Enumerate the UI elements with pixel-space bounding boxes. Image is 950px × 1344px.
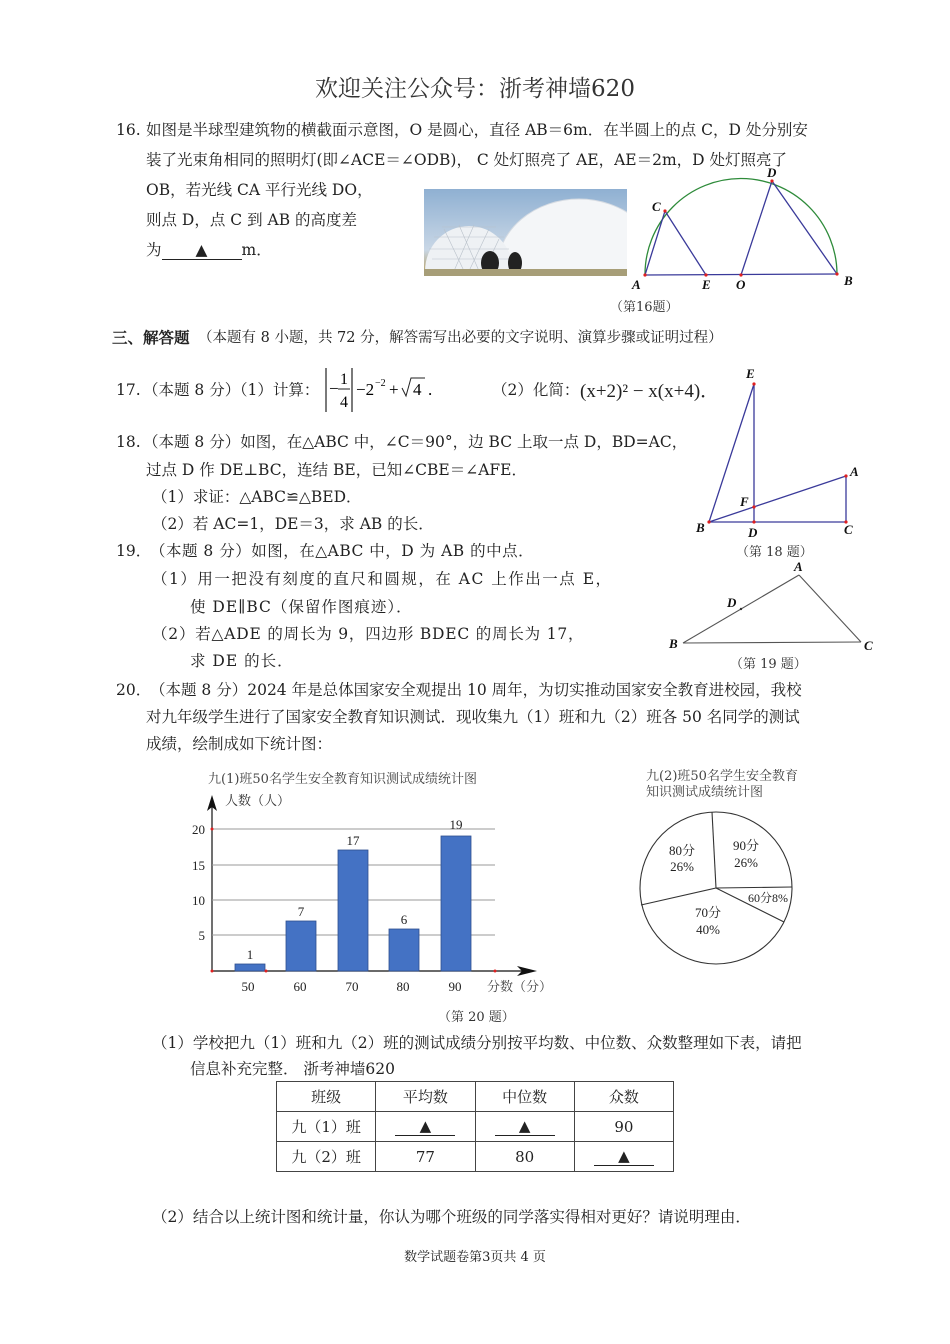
svg-text:15: 15 [192,858,205,873]
q19-part2b: 求 DE 的长． [190,652,294,670]
q17-part1-label: （1）计算： [232,381,320,399]
svg-text:4: 4 [413,380,422,399]
th-median: 中位数 [475,1082,574,1112]
q19-line1: （本题 8 分）如图，在△ABC 中，D 为 AB 的中点． [150,542,535,560]
label-B: B [696,520,705,535]
label-A: A [794,559,803,574]
q20-caption: （第 20 题） [438,1010,515,1025]
bar-chart-xlabel: 分数（分） [487,979,553,994]
q16-line3: OB，若光线 CA 平行光线 DO， [146,181,373,199]
pie-label-70: 70分 [694,905,722,920]
q19-part1b: 使 DE∥BC（保留作图痕迹）． [190,598,413,616]
q16-caption: （第16题） [610,300,679,315]
q16-suffix: m． [241,241,272,259]
q20-line2: 对九年级学生进行了国家安全教育知识测试．现收集九（1）班和九（2）班各 50 名同学的测试 [146,708,800,726]
label-D: D [727,595,737,610]
q20-number: 20． [116,681,152,699]
cell-mean: 77 [376,1142,475,1172]
pie-chart-title: 九(2)班50名学生安全教育知识测试成绩统计图 [646,769,798,800]
svg-text:5: 5 [198,928,205,943]
pie-label-60: 60分8% [748,891,788,905]
label-O: O [736,277,746,292]
q19-figure [665,558,880,658]
table-row [277,1142,674,1172]
svg-text:−2: −2 [375,378,386,389]
q19-caption: （第 19 题） [730,657,807,672]
q18-caption: （第 18 题） [736,545,813,560]
bar-chart-ylabel: 人数（人） [225,793,291,808]
page-footer: 数学试题卷第3页共 4 页 [404,1250,546,1265]
stats-table [276,1081,674,1172]
dome-building-photo [424,189,627,276]
label-C: C [844,522,853,537]
label-F: F [740,494,749,509]
answer-blank: ▲ [594,1147,654,1166]
x-tick-60: 60 [293,979,307,994]
svg-text:1: 1 [340,371,348,388]
bar-value-50: 1 [246,947,254,962]
x-tick-90: 90 [448,979,462,994]
label-C: C [652,199,661,214]
cell-mode [574,1142,673,1172]
q20-line1: （本题 8 分）2024 年是总体国家安全观提出 10 周年，为切实推动国家安全教育进校园，我校 [150,681,802,699]
q19-part1a: （1）用一把没有刻度的直尺和圆规，在 AC 上作出一点 E， [152,570,613,588]
svg-text:26%: 26% [670,859,694,874]
bar-value-70: 17 [346,833,360,848]
bar-value-60: 7 [297,904,305,919]
q16-line2: 装了光束角相同的照明灯(即∠ACE＝∠ODB)， C 处灯照亮了 AE，AE＝2m，D 处灯照亮了 [146,151,788,169]
svg-text:.: . [428,380,433,399]
q20-part1a: （1）学校把九（1）班和九（2）班的测试成绩分别按平均数、中位数、众数整理如下表，请把 [152,1034,802,1052]
svg-text:4: 4 [340,394,348,411]
label-B: B [669,636,678,651]
q17-part1-expr [322,366,457,412]
pie-chart [638,805,828,975]
section3-note: （本题有 8 小题，共 72 分，解答需写出必要的文字说明、演算步骤或证明过程） [198,330,723,346]
cell-mean [376,1112,475,1142]
q19-part2a: （2）若△ADE 的周长为 9，四边形 BDEC 的周长为 17， [152,625,585,643]
q17-number: 17. [116,381,141,399]
label-E: E [702,277,711,292]
q18-line2: 过点 D 作 DE⊥BC，连结 BE，已知∠CBE＝∠AFE． [146,461,527,479]
svg-text:20: 20 [192,822,205,837]
q16-answer-blank: ▲ [162,241,242,260]
th-mean: 平均数 [376,1082,475,1112]
svg-text:+: + [389,380,399,399]
q18-number: 18. [116,433,141,451]
q16-line1: 如图是半球型建筑物的横截面示意图，O 是圆心，直径 AB＝6m．在半圆上的点 C，D 处分别安 [146,121,808,139]
answer-blank: ▲ [495,1117,555,1136]
q16-line5 [146,240,272,260]
cell-class: 九（2）班 [277,1142,376,1172]
section3-title: 三、解答题 [112,328,190,347]
svg-text:40%: 40% [696,922,720,937]
q16-number: 16. [116,121,141,139]
label-A: A [850,464,859,479]
bar-70 [338,850,368,971]
pie-label-90: 90分 [732,838,760,853]
th-class: 班级 [277,1082,376,1112]
label-E: E [746,366,755,381]
q18-line1: （本题 8 分）如图，在△ABC 中，∠C＝90°，边 BC 上取一点 D，BD=AC， [143,433,688,451]
bar-50 [235,964,265,971]
svg-text:10: 10 [192,893,205,908]
table-row [277,1112,674,1142]
q18-figure [690,362,870,542]
q16-line4: 则点 D，点 C 到 AB 的高度差 [146,211,358,229]
pie-label-80: 80分 [668,843,696,858]
bar-90 [441,836,471,971]
q17-part2-expr: (x+2)² − x(x+4)． [580,381,720,402]
q20-line3: 成绩，绘制成如下统计图： [146,735,333,753]
label-A: A [632,277,641,292]
svg-text:−: − [329,379,339,398]
th-mode: 众数 [574,1082,673,1112]
q17-score: （本题 8 分） [143,381,241,399]
bar-80 [389,929,419,971]
page-header: 欢迎关注公众号：浙考神墙620 [315,76,635,102]
answer-blank: ▲ [395,1117,455,1136]
svg-text:−2: −2 [356,380,375,399]
bar-value-90: 19 [449,817,463,832]
q20-part1b: 信息补充完整． 浙考神墙620 [190,1060,396,1078]
cell-mode: 90 [574,1112,673,1142]
label-C: C [864,638,873,653]
cell-class: 九（1）班 [277,1112,376,1142]
cell-median: 80 [475,1142,574,1172]
bar-60 [286,921,316,971]
x-tick-50: 50 [241,979,255,994]
bar-value-80: 6 [400,912,408,927]
bar-chart [185,785,555,1000]
label-D: D [748,525,758,540]
q20-part2: （2）结合以上统计图和统计量，你认为哪个班级的同学落实得相对更好？请说明理由． [152,1208,751,1226]
cell-median [475,1112,574,1142]
x-tick-80: 80 [396,979,410,994]
q19-number: 19． [116,542,152,560]
q16-figure [630,165,860,300]
table-header-row [277,1082,674,1112]
q18-part2: （2）若 AC=1，DE＝3，求 AB 的长． [152,515,434,533]
q18-part1: （1）求证：△ABC≌△BED． [152,488,362,506]
bar-chart-title: 九(1)班50名学生安全教育知识测试成绩统计图 [208,772,477,787]
q16-prefix: 为 [146,241,162,259]
q17-part2-label: （2）化简： [492,381,580,399]
svg-text:26%: 26% [734,855,758,870]
label-B: B [844,273,853,288]
x-tick-70: 70 [345,979,359,994]
label-D: D [767,165,777,180]
